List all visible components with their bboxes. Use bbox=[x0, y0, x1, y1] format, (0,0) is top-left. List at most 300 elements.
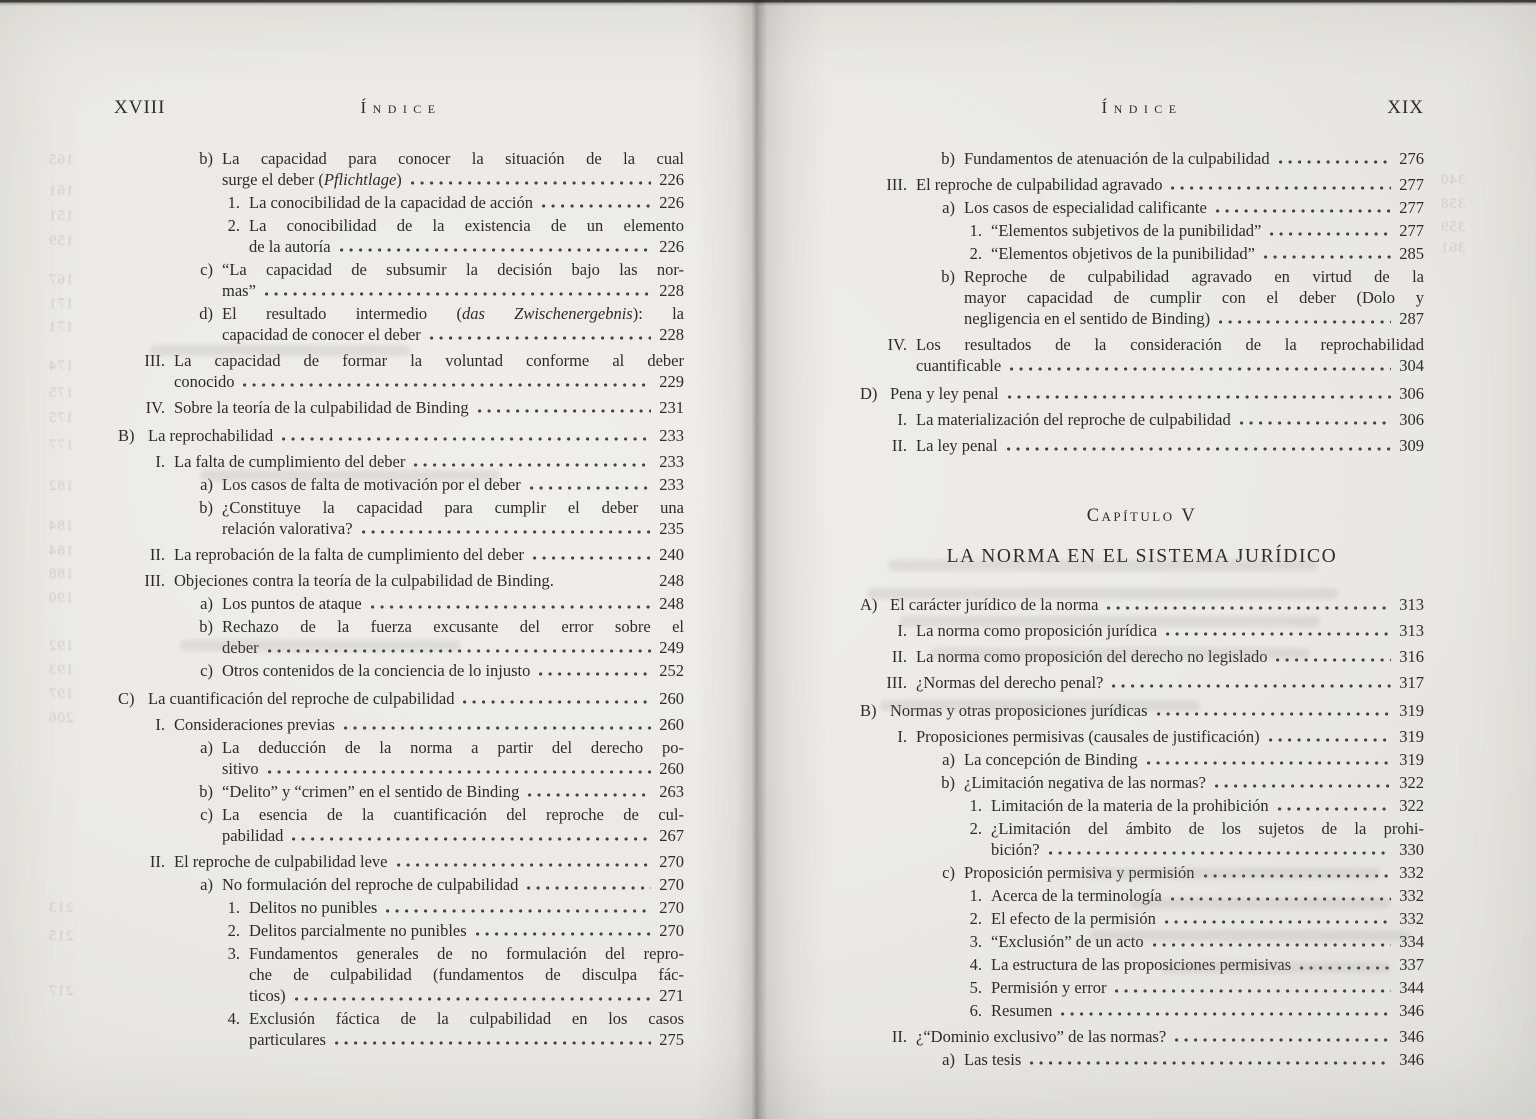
dot-leader bbox=[1216, 209, 1391, 213]
toc-page-number: 228 bbox=[659, 325, 684, 344]
toc-text-segment: La reprochabilidad bbox=[148, 426, 274, 445]
toc-page-number: 316 bbox=[1399, 647, 1424, 666]
toc-page-number: 267 bbox=[659, 826, 684, 845]
toc-entry-label: 1. bbox=[969, 796, 982, 815]
toc-entry bbox=[860, 243, 1424, 264]
toc-entry-label: II. bbox=[891, 647, 907, 666]
toc-entry bbox=[860, 862, 1424, 883]
toc-text-segment: La reprobación de la falta de cumplimiento del deber bbox=[174, 545, 525, 564]
toc-entry bbox=[118, 851, 684, 872]
toc-entry-label: B) bbox=[860, 701, 877, 720]
toc-text-segment: Objeciones contra la teoría de la culpabilidad de Binding. bbox=[174, 571, 554, 590]
toc-page-number: 263 bbox=[659, 782, 684, 801]
toc-line bbox=[118, 964, 684, 985]
toc-entry bbox=[118, 616, 684, 658]
dot-leader bbox=[1215, 784, 1391, 788]
toc-entry bbox=[118, 897, 684, 918]
toc-entry bbox=[118, 215, 684, 257]
toc-text-segment: pabilidad bbox=[222, 826, 284, 845]
toc-text-italic: das Zwischenergebnis bbox=[461, 304, 633, 323]
toc-entry-label: a) bbox=[200, 875, 213, 894]
toc-text-segment: El carácter jurídico de la norma bbox=[890, 595, 1099, 614]
toc-line bbox=[860, 383, 1424, 404]
dot-leader bbox=[1030, 1061, 1391, 1065]
toc-line bbox=[860, 409, 1424, 430]
dot-leader bbox=[1010, 367, 1391, 371]
toc-entry bbox=[118, 660, 684, 681]
toc-entry-label: IV. bbox=[887, 335, 907, 354]
toc-line bbox=[118, 825, 684, 846]
toc-page-number: 330 bbox=[1399, 840, 1424, 859]
toc-entry-label: b) bbox=[199, 149, 213, 168]
toc-page-number: 226 bbox=[659, 170, 684, 189]
toc-text-segment: La cuantificación del reproche de culpabilidad bbox=[148, 689, 455, 708]
toc-entry-text bbox=[991, 908, 1156, 929]
toc-text-segment: Exclusión fáctica de la culpabilidad en los casos bbox=[249, 1009, 684, 1028]
toc-text-segment: Consideraciones previas bbox=[174, 715, 335, 734]
toc-entry bbox=[118, 192, 684, 213]
toc-entry-label: 4. bbox=[969, 955, 982, 974]
toc-entry-label: II. bbox=[891, 436, 907, 455]
page-number-folio: XVIII bbox=[114, 97, 166, 118]
dot-leader bbox=[430, 336, 651, 340]
toc-entry-text bbox=[249, 897, 377, 918]
toc-line bbox=[118, 874, 684, 895]
toc-text-segment: sitivo bbox=[222, 759, 259, 778]
toc-page-number: 235 bbox=[659, 519, 684, 538]
toc-entry bbox=[860, 383, 1424, 404]
toc-entry bbox=[118, 474, 684, 495]
toc-entry-text bbox=[916, 355, 1001, 376]
toc-text-segment: Los resultados de la consideración de la reprochabilidad bbox=[916, 335, 1424, 354]
toc-entry-text bbox=[916, 435, 998, 456]
toc-text-segment: La conocibilidad de la capacidad de acción bbox=[249, 193, 534, 212]
toc-right-lower bbox=[860, 594, 1424, 1070]
toc-entry-text bbox=[991, 220, 1261, 241]
bleedthrough-number: 151 bbox=[48, 208, 74, 224]
toc-line bbox=[860, 174, 1424, 195]
toc-entry bbox=[860, 700, 1424, 721]
toc-line bbox=[118, 851, 684, 872]
toc-entry-label: a) bbox=[200, 738, 213, 757]
toc-text-italic: Pflichtlage bbox=[323, 170, 397, 189]
dot-leader bbox=[265, 292, 651, 296]
toc-line bbox=[118, 758, 684, 779]
toc-text-segment: relación valorativa? bbox=[222, 519, 353, 538]
toc-entry-label: I. bbox=[897, 727, 907, 746]
toc-entry-label: III. bbox=[886, 175, 907, 194]
toc-entry-label: a) bbox=[200, 475, 213, 494]
toc-text-segment: de la autoría bbox=[249, 237, 331, 256]
toc-entry-label: I. bbox=[897, 621, 907, 640]
toc-text-segment: mayor capacidad de cumplir con el deber (Dolo y bbox=[964, 288, 1424, 307]
toc-line bbox=[118, 804, 684, 825]
toc-entry-text bbox=[249, 920, 467, 941]
toc-entry bbox=[860, 174, 1424, 195]
toc-entry-text bbox=[222, 324, 421, 345]
toc-page-number: 309 bbox=[1399, 436, 1424, 455]
toc-entry bbox=[860, 672, 1424, 693]
toc-entry-text bbox=[991, 1000, 1052, 1021]
toc-line bbox=[118, 148, 684, 169]
toc-line bbox=[118, 897, 684, 918]
dot-leader bbox=[292, 837, 651, 841]
toc-entry bbox=[860, 594, 1424, 615]
bleedthrough-number: 340 bbox=[1440, 172, 1466, 188]
toc-text-segment: Proposición permisiva y permisión bbox=[964, 863, 1195, 882]
bleedthrough-number: 167 bbox=[48, 272, 74, 288]
bleedthrough-number: 177 bbox=[48, 437, 74, 453]
chapter-title: LA NORMA EN EL SISTEMA JURÍDICO bbox=[946, 546, 1338, 567]
toc-text-segment: Sobre la teoría de la culpabilidad de Binding bbox=[174, 398, 469, 417]
toc-page-number: 319 bbox=[1399, 750, 1424, 769]
toc-page-number: 248 bbox=[659, 594, 684, 613]
toc-entry bbox=[860, 818, 1424, 860]
toc-entry bbox=[118, 688, 684, 709]
toc-entry bbox=[118, 544, 684, 565]
toc-entry-label: b) bbox=[941, 267, 955, 286]
toc-line bbox=[860, 862, 1424, 883]
toc-entry-text bbox=[222, 758, 259, 779]
toc-page-number: 233 bbox=[659, 452, 684, 471]
toc-entry-text bbox=[991, 931, 1144, 952]
toc-page-number: 322 bbox=[1399, 773, 1424, 792]
toc-text-segment: particulares bbox=[249, 1030, 326, 1049]
toc-entry-text bbox=[964, 197, 1207, 218]
toc-page-number: 306 bbox=[1399, 384, 1424, 403]
toc-text-segment: “Exclusión” de un acto bbox=[991, 932, 1144, 951]
bleedthrough-number: 175 bbox=[48, 410, 74, 426]
dot-leader bbox=[411, 181, 651, 185]
bleedthrough-number: 213 bbox=[48, 900, 74, 916]
toc-entry-text bbox=[222, 280, 256, 301]
dot-leader bbox=[1278, 807, 1391, 811]
toc-line bbox=[860, 435, 1424, 456]
dot-leader bbox=[478, 409, 651, 413]
toc-entry-label: 1. bbox=[227, 193, 240, 212]
toc-entry-text bbox=[222, 518, 353, 539]
toc-page-number: 271 bbox=[659, 986, 684, 1005]
toc-entry-text bbox=[991, 243, 1255, 264]
toc-page-number: 276 bbox=[1399, 149, 1424, 168]
toc-entry-label: 2. bbox=[969, 819, 982, 838]
toc-line bbox=[118, 544, 684, 565]
toc-entry-text bbox=[916, 672, 1103, 693]
toc-entry-label: I. bbox=[897, 410, 907, 429]
toc-entry-text bbox=[222, 148, 684, 169]
toc-entry bbox=[118, 593, 684, 614]
toc-text-segment: ticos) bbox=[249, 986, 286, 1005]
toc-entry-label: A) bbox=[860, 595, 878, 614]
bleedthrough-left-margin bbox=[40, 0, 110, 1119]
toc-entry-label: 2. bbox=[227, 921, 240, 940]
toc-line bbox=[118, 518, 684, 539]
toc-entry bbox=[118, 497, 684, 539]
dot-leader bbox=[533, 556, 651, 560]
dot-leader bbox=[1171, 897, 1391, 901]
toc-entry-label: 1. bbox=[227, 898, 240, 917]
toc-page-number: 233 bbox=[659, 475, 684, 494]
toc-text-segment: Otros contenidos de la conciencia de lo injusto bbox=[222, 661, 531, 680]
toc-text-segment: La materialización del reproche de culpabilidad bbox=[916, 410, 1231, 429]
toc-entry bbox=[118, 737, 684, 779]
toc-text-segment: ¿Limitación negativa de las normas? bbox=[964, 773, 1206, 792]
toc-entry bbox=[118, 943, 684, 1006]
toc-entry-text bbox=[890, 700, 1148, 721]
toc-entry-text bbox=[174, 350, 684, 371]
toc-entry-label: IV. bbox=[145, 398, 165, 417]
toc-page-number: 260 bbox=[659, 759, 684, 778]
toc-entry-text bbox=[222, 169, 402, 190]
toc-entry bbox=[118, 714, 684, 735]
toc-page-number: 277 bbox=[1399, 198, 1424, 217]
toc-text-segment: surge el deber ( bbox=[222, 170, 324, 189]
toc-line bbox=[860, 646, 1424, 667]
toc-text-segment: Limitación de la materia de la prohibición bbox=[991, 796, 1269, 815]
bleedthrough-number: 159 bbox=[48, 233, 74, 249]
dot-leader bbox=[268, 770, 651, 774]
toc-line bbox=[860, 818, 1424, 839]
toc-text-segment: La falta de cumplimiento del deber bbox=[174, 452, 406, 471]
toc-entry-label: B) bbox=[118, 426, 135, 445]
toc-entry bbox=[860, 148, 1424, 169]
toc-entry bbox=[860, 220, 1424, 241]
toc-entry bbox=[118, 451, 684, 472]
toc-entry bbox=[860, 795, 1424, 816]
dot-leader bbox=[528, 793, 651, 797]
toc-entry bbox=[860, 1049, 1424, 1070]
toc-entry-label: b) bbox=[199, 782, 213, 801]
toc-line bbox=[118, 497, 684, 518]
toc-entry-text bbox=[222, 660, 530, 681]
toc-page-number: 337 bbox=[1399, 955, 1424, 974]
toc-entry-label: b) bbox=[941, 149, 955, 168]
toc-page-number: 313 bbox=[1399, 621, 1424, 640]
toc-line bbox=[860, 1026, 1424, 1047]
chapter-kicker: Capítulo V bbox=[1086, 506, 1198, 526]
toc-text-segment: Los casos de especialidad calificante bbox=[964, 198, 1207, 217]
dot-leader bbox=[476, 932, 651, 936]
dot-leader bbox=[371, 605, 651, 609]
toc-page-number: 332 bbox=[1399, 886, 1424, 905]
dot-leader bbox=[1171, 186, 1391, 190]
dot-leader bbox=[527, 886, 651, 890]
toc-entry-label: a) bbox=[942, 198, 955, 217]
toc-text-segment: La norma como proposición del derecho no legislado bbox=[916, 647, 1268, 666]
toc-line bbox=[860, 672, 1424, 693]
toc-text-segment: Fundamentos de atenuación de la culpabilidad bbox=[964, 149, 1270, 168]
toc-entry-text bbox=[249, 1008, 684, 1029]
toc-line bbox=[118, 215, 684, 236]
toc-text-segment: El resultado intermedio ( bbox=[222, 304, 462, 323]
toc-left bbox=[118, 148, 684, 1050]
toc-text-segment: ¿Limitación del ámbito de los sujetos de la prohi- bbox=[991, 819, 1424, 838]
toc-line bbox=[860, 700, 1424, 721]
toc-entry-text bbox=[148, 425, 273, 446]
toc-page-number: 285 bbox=[1399, 244, 1424, 263]
toc-line bbox=[118, 474, 684, 495]
toc-page-number: 233 bbox=[659, 426, 684, 445]
toc-entry bbox=[860, 1000, 1424, 1021]
toc-line bbox=[860, 977, 1424, 998]
toc-line bbox=[118, 371, 684, 392]
toc-text-segment: “Delito” y “crimen” en el sentido de Binding bbox=[222, 782, 520, 801]
dot-leader bbox=[1204, 874, 1391, 878]
toc-text-segment: La esencia de la cuantificación del reproche de cul- bbox=[222, 805, 684, 824]
dot-leader bbox=[1008, 395, 1391, 399]
toc-line bbox=[860, 795, 1424, 816]
dot-leader bbox=[530, 486, 651, 490]
toc-entry-text bbox=[991, 839, 1040, 860]
toc-page-number: 275 bbox=[659, 1030, 684, 1049]
toc-entry bbox=[118, 804, 684, 846]
toc-page-number: 319 bbox=[1399, 701, 1424, 720]
toc-line bbox=[118, 259, 684, 280]
toc-entry-text bbox=[916, 334, 1424, 355]
toc-page-number: 306 bbox=[1399, 410, 1424, 429]
toc-entry-text bbox=[249, 192, 533, 213]
dot-leader bbox=[1007, 447, 1391, 451]
toc-entry-text bbox=[890, 594, 1098, 615]
dot-leader bbox=[295, 997, 651, 1001]
dot-leader bbox=[340, 248, 651, 252]
toc-entry-label: III. bbox=[886, 673, 907, 692]
dot-leader bbox=[397, 863, 652, 867]
toc-line bbox=[118, 397, 684, 418]
bleedthrough-number: 174 bbox=[48, 358, 74, 374]
toc-line bbox=[118, 616, 684, 637]
toc-entry-text bbox=[991, 885, 1162, 906]
dot-leader bbox=[1269, 738, 1391, 742]
toc-entry bbox=[118, 874, 684, 895]
toc-entry-label: b) bbox=[199, 498, 213, 517]
toc-entry-text bbox=[249, 236, 331, 257]
toc-text-segment: “Elementos objetivos de la punibilidad” bbox=[991, 244, 1255, 263]
dot-leader bbox=[1115, 989, 1391, 993]
toc-line bbox=[118, 451, 684, 472]
toc-line bbox=[118, 637, 684, 658]
toc-entry-text bbox=[148, 688, 454, 709]
toc-page-number: 322 bbox=[1399, 796, 1424, 815]
toc-entry-text bbox=[916, 409, 1231, 430]
toc-entry bbox=[860, 197, 1424, 218]
toc-page-number: 240 bbox=[659, 545, 684, 564]
toc-entry-text bbox=[222, 737, 684, 758]
toc-entry bbox=[860, 772, 1424, 793]
toc-text-segment: La capacidad de formar la voluntad conforme al deber bbox=[174, 351, 684, 370]
toc-entry-text bbox=[222, 804, 684, 825]
dot-leader bbox=[1153, 943, 1391, 947]
toc-text-segment: ¿Normas del derecho penal? bbox=[916, 673, 1104, 692]
toc-line bbox=[860, 266, 1424, 287]
toc-page-number: 260 bbox=[659, 689, 684, 708]
toc-entry bbox=[860, 620, 1424, 641]
toc-text-segment: Resumen bbox=[991, 1001, 1053, 1020]
toc-page-number: 229 bbox=[659, 372, 684, 391]
toc-line bbox=[118, 280, 684, 301]
toc-text-segment: Normas y otras proposiciones jurídicas bbox=[890, 701, 1148, 720]
toc-line bbox=[860, 287, 1424, 308]
toc-entry-label: C) bbox=[118, 689, 135, 708]
toc-line bbox=[860, 931, 1424, 952]
dot-leader bbox=[1276, 658, 1391, 662]
toc-text-segment: cuantificable bbox=[916, 356, 1002, 375]
toc-text-segment: No formulación del reproche de culpabilidad bbox=[222, 875, 519, 894]
toc-entry-text bbox=[964, 266, 1424, 287]
toc-page-number: 270 bbox=[659, 921, 684, 940]
toc-entry-label: b) bbox=[199, 617, 213, 636]
bleedthrough-number: 182 bbox=[48, 478, 74, 494]
toc-entry-label: a) bbox=[200, 594, 213, 613]
toc-page-number: 313 bbox=[1399, 595, 1424, 614]
toc-right-upper bbox=[860, 148, 1424, 456]
toc-entry-label: c) bbox=[200, 661, 213, 680]
toc-entry bbox=[118, 259, 684, 301]
toc-entry bbox=[860, 931, 1424, 952]
toc-entry-label: II. bbox=[149, 852, 165, 871]
toc-page-number: 332 bbox=[1399, 863, 1424, 882]
toc-page-number: 270 bbox=[659, 898, 684, 917]
toc-line bbox=[118, 920, 684, 941]
toc-page-number: 226 bbox=[659, 237, 684, 256]
toc-entry-label: 3. bbox=[227, 944, 240, 963]
dot-leader bbox=[386, 909, 651, 913]
toc-entry-label: II. bbox=[149, 545, 165, 564]
dot-leader bbox=[1279, 160, 1391, 164]
toc-text-segment: Acerca de la terminología bbox=[991, 886, 1162, 905]
page-number-folio: XIX bbox=[1387, 97, 1424, 118]
dot-leader bbox=[362, 530, 651, 534]
bleedthrough-number: 192 bbox=[48, 638, 74, 654]
toc-line bbox=[860, 908, 1424, 929]
toc-page-number: 231 bbox=[659, 398, 684, 417]
toc-entry bbox=[860, 409, 1424, 430]
toc-text-segment: bición? bbox=[991, 840, 1040, 859]
toc-text-segment: La capacidad para conocer la situación de la cual bbox=[222, 149, 684, 168]
toc-entry-label: 3. bbox=[969, 932, 982, 951]
bleedthrough-number: 161 bbox=[48, 183, 74, 199]
dot-leader bbox=[1300, 966, 1391, 970]
toc-entry-text bbox=[964, 749, 1138, 770]
toc-entry bbox=[118, 920, 684, 941]
bleedthrough-number: 197 bbox=[48, 686, 74, 702]
toc-entry-text bbox=[249, 215, 684, 236]
toc-line bbox=[118, 985, 684, 1006]
toc-entry-label: a) bbox=[942, 1050, 955, 1069]
toc-entry-text bbox=[174, 714, 335, 735]
toc-entry bbox=[860, 726, 1424, 747]
toc-entry bbox=[860, 646, 1424, 667]
toc-line bbox=[118, 781, 684, 802]
toc-line bbox=[118, 660, 684, 681]
toc-line bbox=[860, 954, 1424, 975]
toc-text-segment: Delitos parcialmente no punibles bbox=[249, 921, 467, 940]
toc-line bbox=[118, 324, 684, 345]
toc-text-segment: “Elementos subjetivos de la punibilidad” bbox=[991, 221, 1262, 240]
toc-text-segment: ): la bbox=[632, 304, 684, 323]
toc-page-number: 344 bbox=[1399, 978, 1424, 997]
toc-entry bbox=[860, 749, 1424, 770]
toc-text-segment: El reproche de culpabilidad agravado bbox=[916, 175, 1163, 194]
toc-line bbox=[860, 885, 1424, 906]
dot-leader bbox=[1157, 712, 1391, 716]
toc-line bbox=[118, 236, 684, 257]
scan-top-edge bbox=[0, 0, 1536, 6]
toc-entry-text bbox=[916, 726, 1260, 747]
toc-entry bbox=[860, 334, 1424, 376]
dot-leader bbox=[463, 700, 651, 704]
toc-page-number: 270 bbox=[659, 852, 684, 871]
